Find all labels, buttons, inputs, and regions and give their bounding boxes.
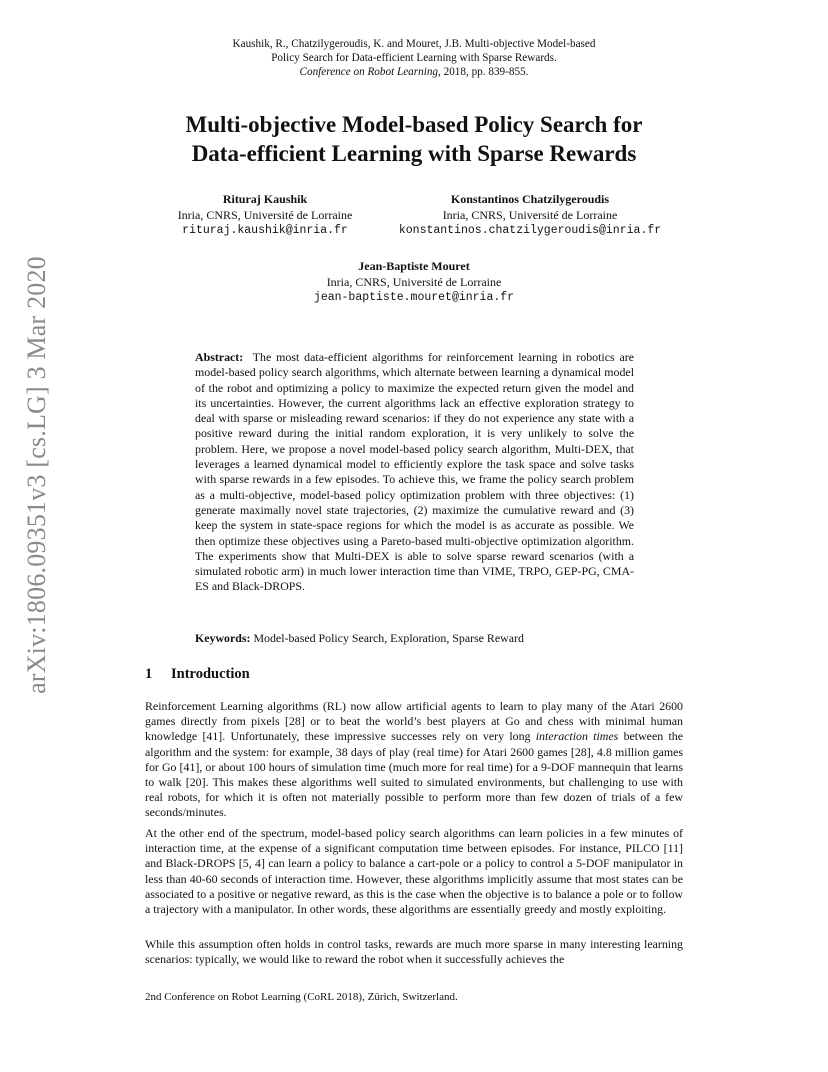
title-line-2: Data-efficient Learning with Sparse Rewards [191,141,637,166]
author-affiliation: Inria, CNRS, Université de Lorraine [442,207,618,222]
citation-line-2: Policy Search for Data-efficient Learning with Sparse Rewards. [271,52,557,64]
paragraph-text: between the algorithm and the system: for example, 38 days of play (real time) for Atari 2600 games [28], 4.8 million games for Go [41], or about 100 hours of simulation time (much more for real time) for a 9-DOF mannequin that learns to walk [20]. This makes these algorithms well suited to simulated environments, but challenging to use with real robots, for which it is often not materially possible to perform more than few dozen of trials of a few seconds/minutes. [145,729,683,820]
keywords-label: Keywords: [195,631,251,645]
abstract-label: Abstract: [195,350,244,364]
citation-header [0,37,828,79]
page-footer: 2nd Conference on Robot Learning (CoRL 2018), Zürich, Switzerland. [145,991,458,1003]
author-name: Jean-Baptiste Mouret [358,259,470,273]
keywords [195,631,634,646]
intro-paragraph-2: At the other end of the spectrum, model-based policy search algorithms can learn policies in a few minutes of interaction time, at the expense of a significant computation time between episodes. For instance, PILCO [11] and Black-DROPS [5, 4] can learn a policy to balance a cart-pole or a policy to control a 5-DOF manipulator in less than 40-60 seconds of interaction time. However, these algorithms implicitly assume that most states can be associated to a positive or negative reward, as this is the case when the objective is to balance a pole or to follow a trajectory with a manipulator. In other words, these algorithms are essentially greedy and mostly exploiting. [145,826,683,917]
arxiv-stamp: arXiv:1806.09351v3 [cs.LG] 3 Mar 2020 [22,256,51,694]
title-line-1: Multi-objective Model-based Policy Search for [185,112,643,137]
paragraph-text: Reinforcement Learning algorithms (RL) now allow artificial agents to learn to play many of the Atari 2600 games directly from pixels [28] or to beat the world’s best players at Go and chess with minimal human knowledge [41]. Unfortunately, these impressive successes rely on very long [145,699,683,744]
author-name: Rituraj Kaushik [222,192,308,206]
author-block-2 [380,192,680,239]
citation-venue: Conference on Robot Learning [299,66,439,78]
paragraph-emphasis: interaction times [535,729,619,744]
intro-paragraph-3: While this assumption often holds in control tasks, rewards are much more sparse in many interesting learning scenarios: typically, we would like to reward the robot when it successfully achieves the [145,937,683,967]
abstract-text: The most data-efficient algorithms for reinforcement learning in robotics are model-based policy search algorithms, which alternate between learning a dynamical model of the robot and optimizing a policy to maximize the expected return given the model and its uncertainties. However, the current algorithms lack an effective exploration strategy to deal with sparse or misleading reward scenarios: if they do not experience any state with a positive reward during the initial random exploration, it is very unlikely to solve the problem. Here, we propose a novel model-based policy search algorithm, Multi-DEX, that leverages a learned dynamical model to efficiently explore the task space and solve tasks with sparse rewards in a few episodes. To achieve this, we frame the policy search problem as a multi-objective, model-based policy optimization problem with three objectives: (1) generate maximally novel state trajectories, (2) maximize the cumulative reward and (3) keep the system in state-space regions for which the model is as accurate as possible. We then optimize these objectives using a Pareto-based multi-objective optimization algorithm. The experiments show that Multi-DEX is able to solve sparse reward scenarios (with a simulated robotic arm) in much lower interaction time than VIME, TRPO, GEP-PG, CMA-ES and Black-DROPS. [195,350,635,594]
author-affiliation: Inria, CNRS, Université de Lorraine [177,207,353,222]
citation-venue-line [0,65,828,79]
section-number: 1 [145,666,153,682]
author-email[interactable]: konstantinos.chatzilygeroudis@inria.fr [398,224,662,237]
keywords-text: Model-based Policy Search, Exploration, Sparse Reward [253,631,524,645]
section-heading-introduction [145,666,250,683]
author-email[interactable]: rituraj.kaushik@inria.fr [182,224,348,237]
section-title: Introduction [171,666,250,682]
abstract [195,350,634,595]
author-email[interactable]: jean-baptiste.mouret@inria.fr [313,291,515,304]
intro-paragraph-1 [145,699,683,821]
citation-line-1: Kaushik, R., Chatzilygeroudis, K. and Mouret, J.B. Multi-objective Model-based [232,38,596,50]
author-block-3 [264,259,564,306]
author-block-1 [140,192,390,239]
author-name: Konstantinos Chatzilygeroudis [450,192,610,206]
paper-title [0,110,828,168]
citation-pages: , 2018, pp. 839-855. [438,66,529,78]
author-affiliation: Inria, CNRS, Université de Lorraine [326,274,502,289]
